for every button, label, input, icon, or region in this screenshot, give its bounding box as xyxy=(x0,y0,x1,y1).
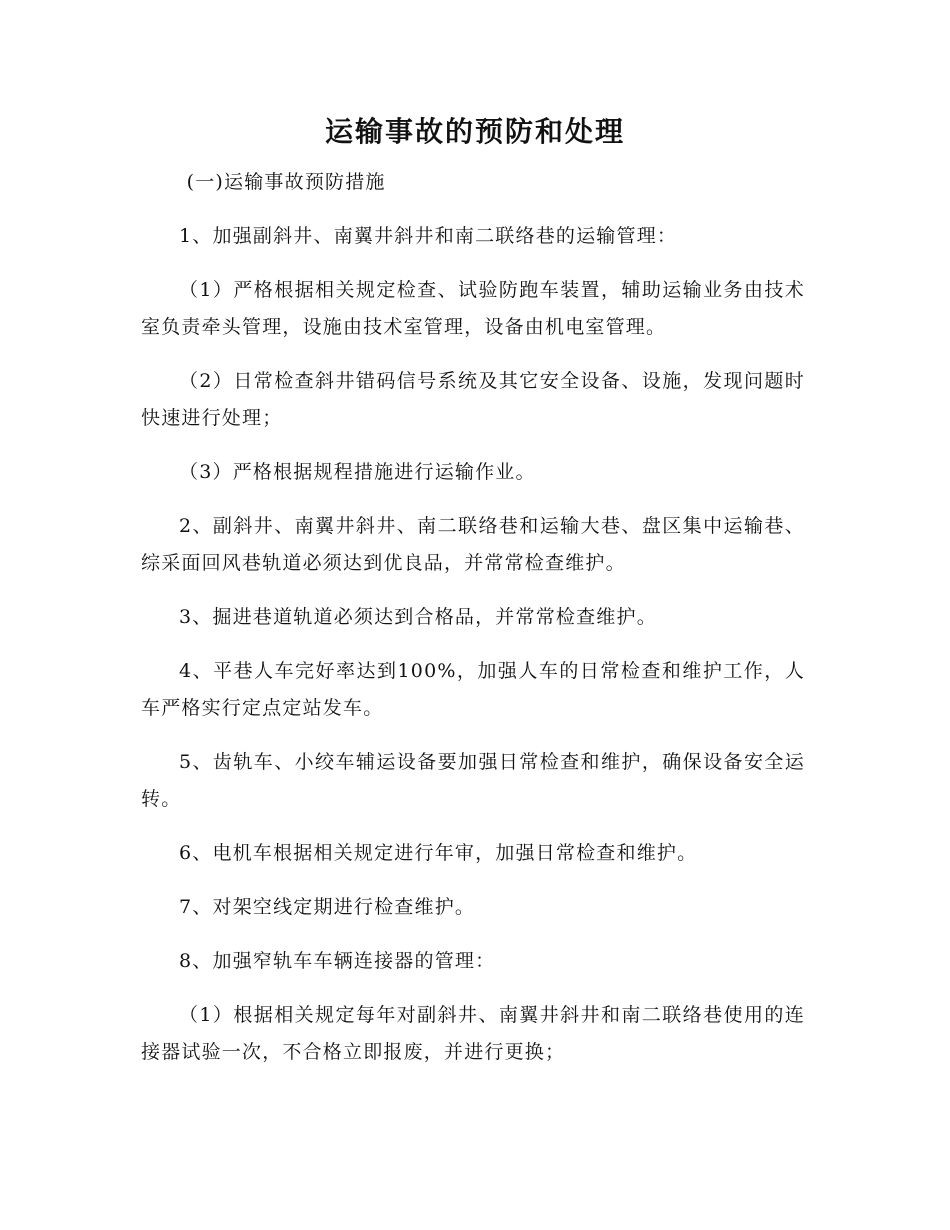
paragraph: 5、齿轨车、小绞车辅运设备要加强日常检查和维护，确保设备安全运转。 xyxy=(141,751,805,810)
section-heading: (一)运输事故预防措施 xyxy=(186,171,386,193)
paragraph: 3、掘进巷道轨道必须达到合格品，并常常检查维护。 xyxy=(179,606,657,628)
document-title: 运输事故的预防和处理 xyxy=(324,115,625,148)
paragraph: 6、电机车根据相关规定进行年审，加强日常检查和维护。 xyxy=(179,842,698,864)
paragraph: 1、加强副斜井、南翼井斜井和南二联络巷的运输管理： xyxy=(179,225,678,247)
paragraph: （1）根据相关规定每年对副斜井、南翼井斜井和南二联络巷使用的连接器试验一次，不合格立即报废，并进行更换； xyxy=(141,1004,805,1063)
paragraph: 2、副斜井、南翼井斜井、南二联络巷和运输大巷、盘区集中运输巷、综采面回风巷轨道必须达到优良品，并常常检查维护。 xyxy=(141,515,805,574)
paragraph: （3）严格根据规程措施进行运输作业。 xyxy=(179,461,536,483)
paragraph: 4、平巷人车完好率达到100%，加强人车的日常检查和维护工作，人车严格实行定点定站发车。 xyxy=(141,660,805,719)
paragraph: 7、对架空线定期进行检查维护。 xyxy=(179,896,476,918)
document-body xyxy=(141,164,805,1088)
paragraph: （2）日常检查斜井错码信号系统及其它安全设备、设施，发现问题时快速进行处理； xyxy=(141,370,805,429)
paragraph: （1）严格根据相关规定检查、试验防跑车装置，辅助运输业务由技术室负责牵头管理，设施由技术室管理，设备由机电室管理。 xyxy=(141,279,805,338)
paragraph: 8、加强窄轨车车辆连接器的管理： xyxy=(179,950,496,972)
